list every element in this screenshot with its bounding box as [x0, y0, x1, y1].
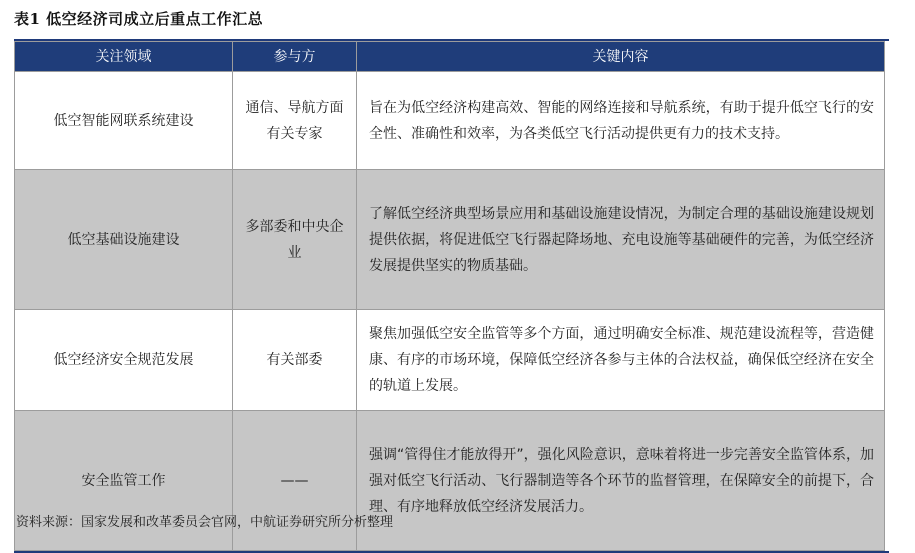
participants-cell: 通信、导航方面有关专家	[233, 72, 357, 170]
participants-cell: ——	[233, 411, 357, 551]
table-row	[15, 310, 885, 411]
focus-area-cell: 低空智能网联系统建设	[15, 72, 233, 170]
table-header-row	[15, 42, 885, 72]
table-row	[15, 72, 885, 170]
table-title: 表1 低空经济司成立后重点工作汇总	[14, 10, 264, 28]
header-participants: 参与方	[233, 42, 357, 72]
table-container	[14, 39, 889, 553]
key-content-cell: 聚焦加强低空安全监管等多个方面，通过明确安全标准、规范建设流程等，营造健康、有序的市场环境，保障低空经济各参与主体的合法权益，确保低空经济在安全的轨道上发展。	[357, 310, 885, 411]
header-focus-area: 关注领域	[15, 42, 233, 72]
focus-area-cell: 低空经济安全规范发展	[15, 310, 233, 411]
source-note: 资料来源：国家发展和改革委员会官网，中航证券研究所分析整理	[16, 515, 394, 530]
key-content-cell: 强调“管得住才能放得开”，强化风险意识，意味着将进一步完善安全监管体系，加强对低空飞行活动、飞行器制造等各个环节的监督管理，在保障安全的前提下，合理、有序地释放低空经济发展活力。	[357, 411, 885, 551]
key-content-cell: 了解低空经济典型场景应用和基础设施建设情况，为制定合理的基础设施建设规划提供依据，将促进低空飞行器起降场地、充电设施等基础硬件的完善，为低空经济发展提供坚实的物质基础。	[357, 170, 885, 310]
participants-cell: 多部委和中央企业	[233, 170, 357, 310]
header-key-content: 关键内容	[357, 42, 885, 72]
focus-area-cell: 低空基础设施建设	[15, 170, 233, 310]
focus-area-cell: 安全监管工作	[15, 411, 233, 551]
participants-cell: 有关部委	[233, 310, 357, 411]
table-row	[15, 170, 885, 310]
key-content-cell: 旨在为低空经济构建高效、智能的网络连接和导航系统，有助于提升低空飞行的安全性、准确性和效率，为各类低空飞行活动提供更有力的技术支持。	[357, 72, 885, 170]
summary-table	[14, 41, 885, 551]
